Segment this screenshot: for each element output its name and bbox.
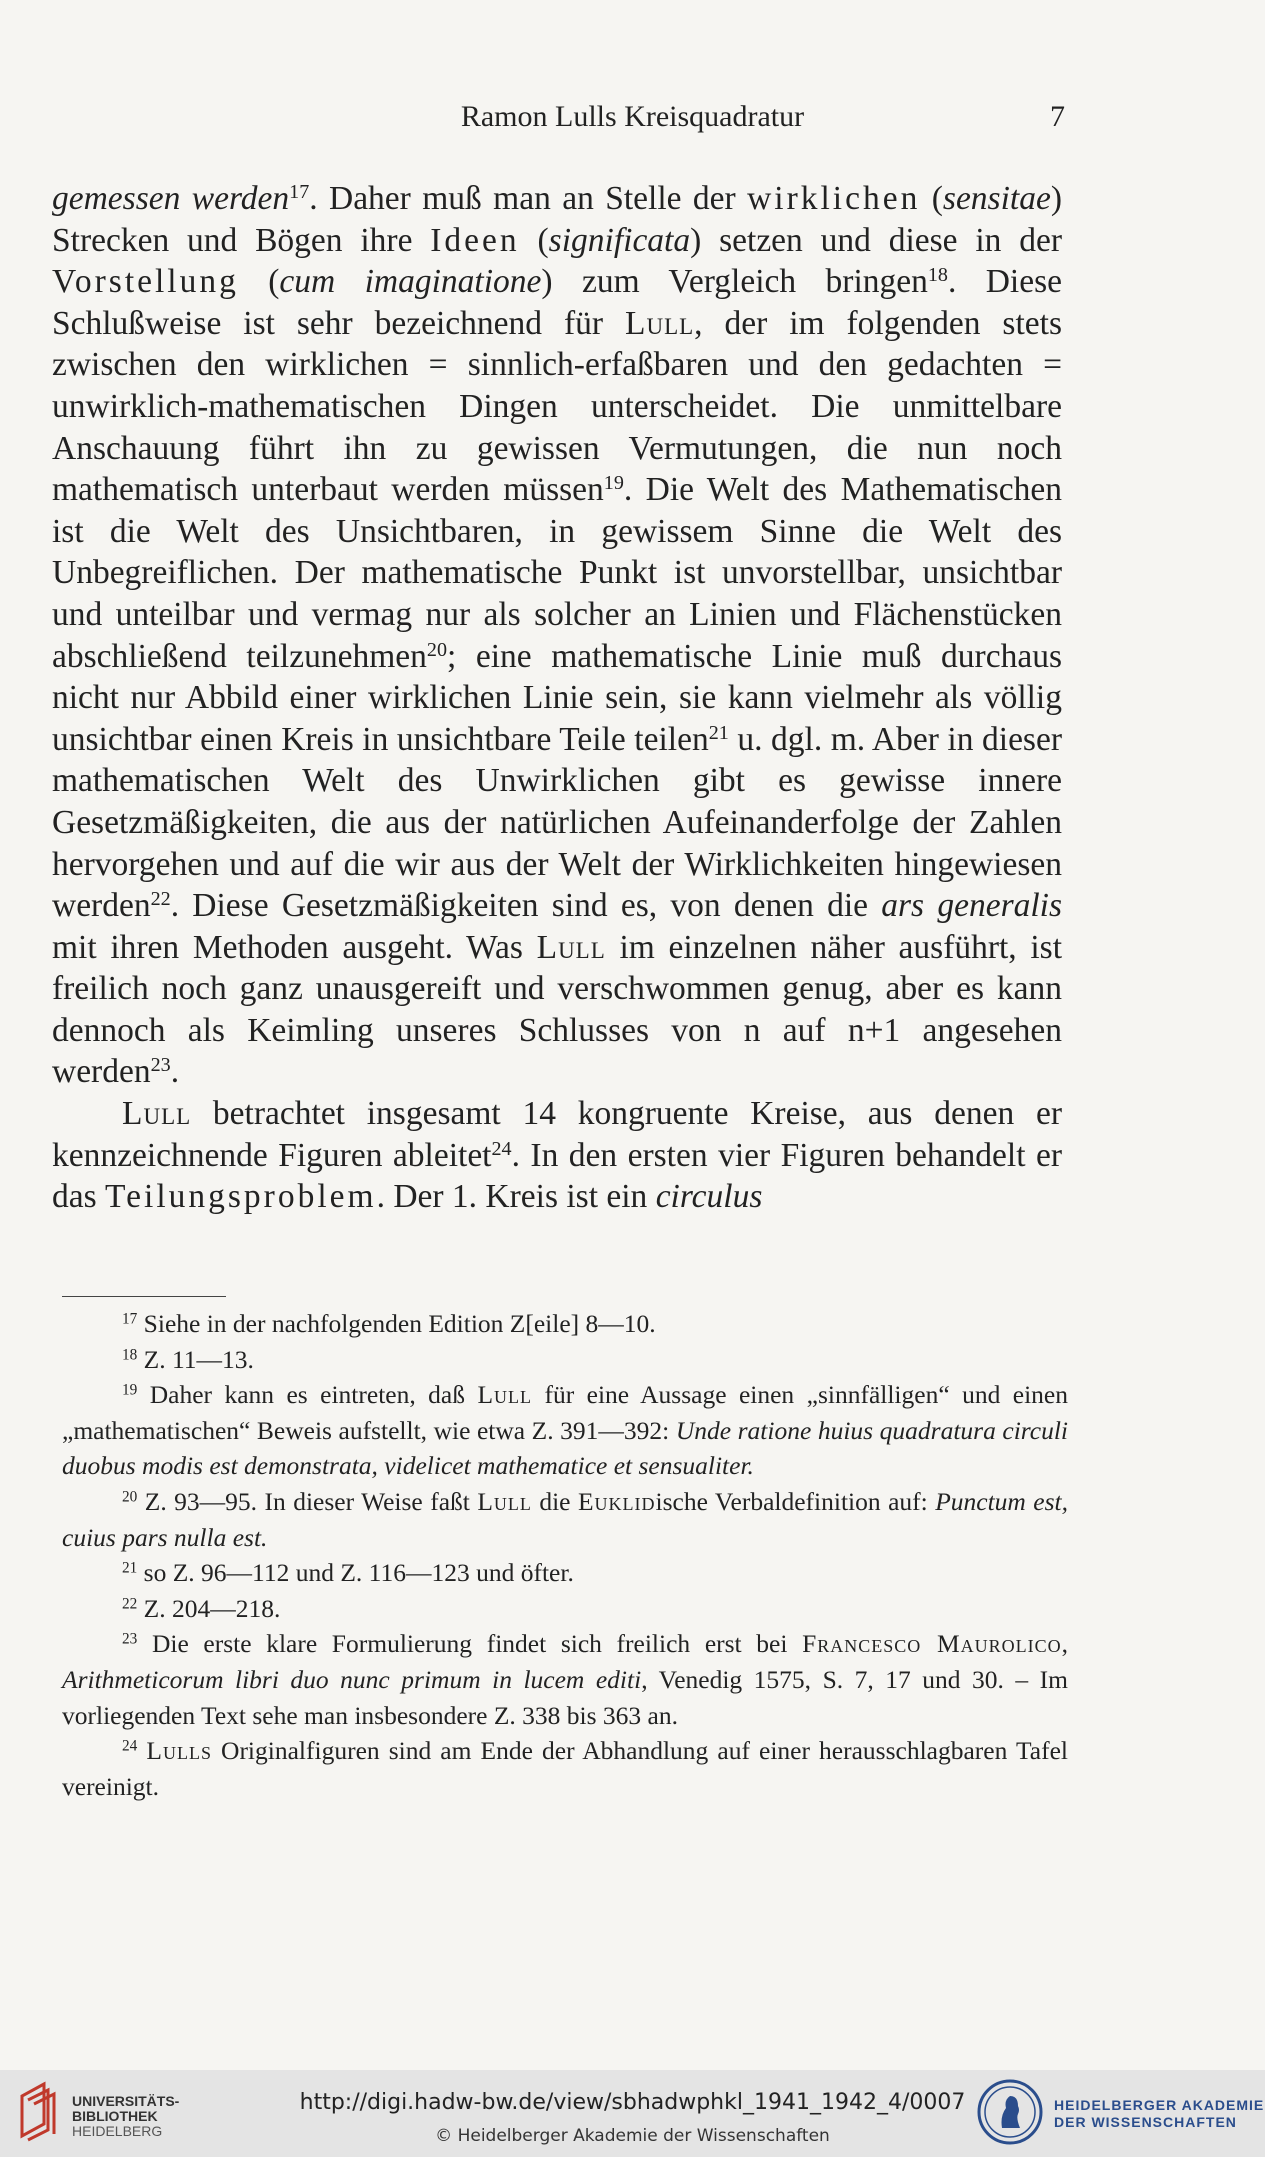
footnote-ref: 20: [122, 1488, 138, 1506]
text-run: ; eine mathematische Linie muß durchaus nicht nur Abbild einer wirklichen Linie sein, sie kann vielmehr als völlig unsichtbar einen Kreis in unsichtbare Teile teilen: [52, 637, 1062, 758]
text-run: Daher kann es eintreten, daß: [137, 1380, 478, 1410]
text-run: im einzelnen näher ausführt, ist freilich noch ganz unausgereift und verschwommen genug, aber es kann dennoch als Keimling unseres Schlusses von n auf n+1 angesehen werden: [52, 928, 1063, 1091]
permalink[interactable]: http://digi.hadw-bw.de/view/sbhadwphkl_1941_1942_4/0007: [299, 2090, 966, 2115]
footnotes: [62, 1306, 1068, 1804]
body-text: [52, 178, 1062, 1218]
footnote-ref: 23: [150, 1054, 171, 1077]
footnote-ref: 22: [122, 1595, 138, 1613]
footnote-ref: 17: [289, 180, 310, 203]
footnote: [62, 1377, 1068, 1484]
text-run: u. dgl. m. Aber in dieser mathematischen Welt des Unwirklichen gibt es gewisse innere Gesetzmäßigkeiten, die aus der natürlichen Aufeinanderfolge der Zahlen hervorgehen und auf die wir aus der Welt der Wirklichkeiten hingewiesen werden: [52, 720, 1062, 925]
spaced-span: Ideen: [430, 221, 520, 259]
page-number: 7: [1050, 100, 1065, 133]
footnote-ref: 21: [708, 721, 729, 744]
small-caps-name: Lull: [122, 1095, 192, 1133]
text-run: Z. 93—95. In dieser Weise faßt: [137, 1486, 478, 1516]
text-run: [137, 1736, 146, 1765]
text-run: ische Verbaldefinition auf:: [655, 1486, 936, 1516]
text-run: (: [519, 221, 549, 259]
italic-span: Punctum est, cuius pars nulla est.: [62, 1486, 1069, 1552]
footnote-ref: 18: [122, 1346, 138, 1364]
spaced-span: Vorstellung: [52, 263, 239, 301]
text-run: die: [531, 1486, 578, 1516]
paragraph: [52, 1093, 1062, 1218]
text-run: . Die Welt des Mathematischen ist die Welt des Unsichtbaren, in gewissem Sinne die Welt des Unbegreiflichen. Der mathematische Punkt ist unvorstellbar, unsichtbar und unteilbar und vermag nur als solcher an Linien und Flächenstücken abschließend teilzunehmen: [52, 471, 1062, 675]
text-run: ) Strecken und Bögen ihre: [52, 180, 1062, 259]
footnote-ref: 19: [603, 472, 624, 495]
text-run: . Diese Gesetzmäßigkeiten sind es, von denen die: [170, 887, 882, 925]
text-run: so Z. 96—112 und Z. 116—123 und öfter.: [137, 1558, 574, 1588]
italic-span: Unde ratione huius quadratura circuli duobus modis est demonstrata, videlicet mathematice et sensualiter.: [62, 1415, 1068, 1481]
footnote-ref: 24: [491, 1137, 512, 1160]
text-run: , der im folgenden stets zwischen den wirklichen = sinnlich-erfaßbaren und den gedachten = unwirklich-mathematischen Dingen unterscheidet. Die unmittelbare Anschauung führt ihn zu gewissen Vermutungen, die nun noch mathematisch unterbaut werden müssen: [52, 304, 1062, 509]
italic-span: cum imaginatione: [279, 263, 542, 301]
footnote-ref: 20: [426, 638, 447, 661]
small-caps-name: Euklid: [577, 1486, 656, 1516]
italic-span: sensitae: [942, 180, 1051, 217]
text-run: (: [238, 263, 280, 301]
academy-seal-icon[interactable]: [976, 2078, 1044, 2146]
text-run: für eine Aussage einen „sinnfälligen“ und einen „mathematischen“ Beweis aufstellt, wie etwa Z. 391—392:: [62, 1380, 1069, 1445]
library-line: HEIDELBERG: [72, 2123, 163, 2139]
text-run: (: [920, 180, 943, 217]
small-caps-name: Lull: [477, 1486, 532, 1516]
italic-span: circulus: [655, 1178, 763, 1216]
text-run: Originalfiguren sind am Ende der Abhandlung auf einer herausschlagbaren Tafel vereinigt.: [62, 1736, 1068, 1801]
spaced-span: wirklichen: [747, 180, 921, 217]
academy-line: DER WISSENSCHAFTEN: [1054, 2114, 1237, 2130]
footnote: [62, 1591, 1068, 1627]
text-run: . Daher muß man an Stelle der: [309, 180, 748, 217]
text-run: Z. 11—13.: [137, 1344, 254, 1374]
footnote-ref: 19: [122, 1381, 138, 1399]
footnote-ref: 24: [122, 1737, 138, 1755]
viewer-footer: [0, 2070, 1265, 2157]
italic-span: Arithmeticorum libri duo nunc primum in lucem editi: [62, 1664, 642, 1694]
copyright-notice: © Heidelberger Akademie der Wissenschaften: [435, 2126, 830, 2146]
text-run: Die erste klare Formulierung findet sich freilich erst bei: [137, 1629, 803, 1659]
text-run: ,: [1061, 1629, 1068, 1659]
text-run: Siehe in der nachfolgenden Edition Z[eile] 8—10.: [137, 1309, 656, 1338]
text-run: .: [170, 1053, 180, 1091]
footnote-ref: 21: [122, 1559, 138, 1577]
footnote: [62, 1733, 1068, 1804]
text-run: betrachtet insgesamt 14 kongruente Kreise, aus denen er kennzeichnende Figuren ableitet: [52, 1095, 1062, 1174]
paragraph: [52, 178, 1062, 1093]
small-caps-name: Lull: [477, 1380, 533, 1410]
small-caps-name: Lull: [536, 928, 606, 966]
small-caps-name: Francesco Maurolico: [802, 1629, 1062, 1659]
small-caps-name: Lull: [625, 304, 695, 342]
spaced-span: Teilungsproblem: [105, 1178, 377, 1216]
running-header: [0, 100, 1265, 150]
italic-span: ars generalis: [881, 887, 1063, 925]
text-run: ) setzen und diese in der: [690, 221, 1062, 259]
small-caps-name: Lulls: [146, 1736, 212, 1766]
footnote: [62, 1555, 1068, 1591]
footnote-rule: [62, 1296, 226, 1297]
text-run: , Venedig 1575, S. 7, 17 und 30. – Im vorliegenden Text sehe man insbesondere Z. 338 bis 363 an.: [62, 1664, 1069, 1730]
text-run: . Der 1. Kreis ist ein: [376, 1178, 656, 1216]
footnote-ref: 17: [122, 1310, 138, 1328]
footnote-ref: 23: [122, 1630, 138, 1648]
academy-name: [1054, 2097, 1264, 2131]
footnote: [62, 1484, 1068, 1555]
italic-span: significata: [548, 221, 691, 259]
academy-line: HEIDELBERGER AKADEMIE: [1054, 2097, 1265, 2113]
footnote: [62, 1342, 1068, 1378]
text-run: mit ihren Methoden ausgeht. Was: [52, 928, 537, 966]
footnote: [62, 1626, 1068, 1733]
footnote-ref: 22: [150, 888, 171, 911]
text-run: . In den ersten vier Figuren behandelt er das: [52, 1136, 1062, 1216]
library-line: UNIVERSITÄTS-: [72, 2093, 180, 2109]
text-run: . Diese Schlußweise ist sehr bezeichnend für: [52, 263, 1063, 342]
footnote-ref: 18: [927, 264, 948, 287]
footnote: [62, 1306, 1068, 1342]
text-run: ) zum Vergleich bringen: [541, 263, 928, 301]
running-title: Ramon Lulls Kreisquadratur: [460, 100, 805, 133]
text-run: Z. 204—218.: [137, 1593, 281, 1623]
library-line: BIBLIOTHEK: [72, 2108, 158, 2124]
italic-span: gemessen werden: [52, 180, 290, 217]
